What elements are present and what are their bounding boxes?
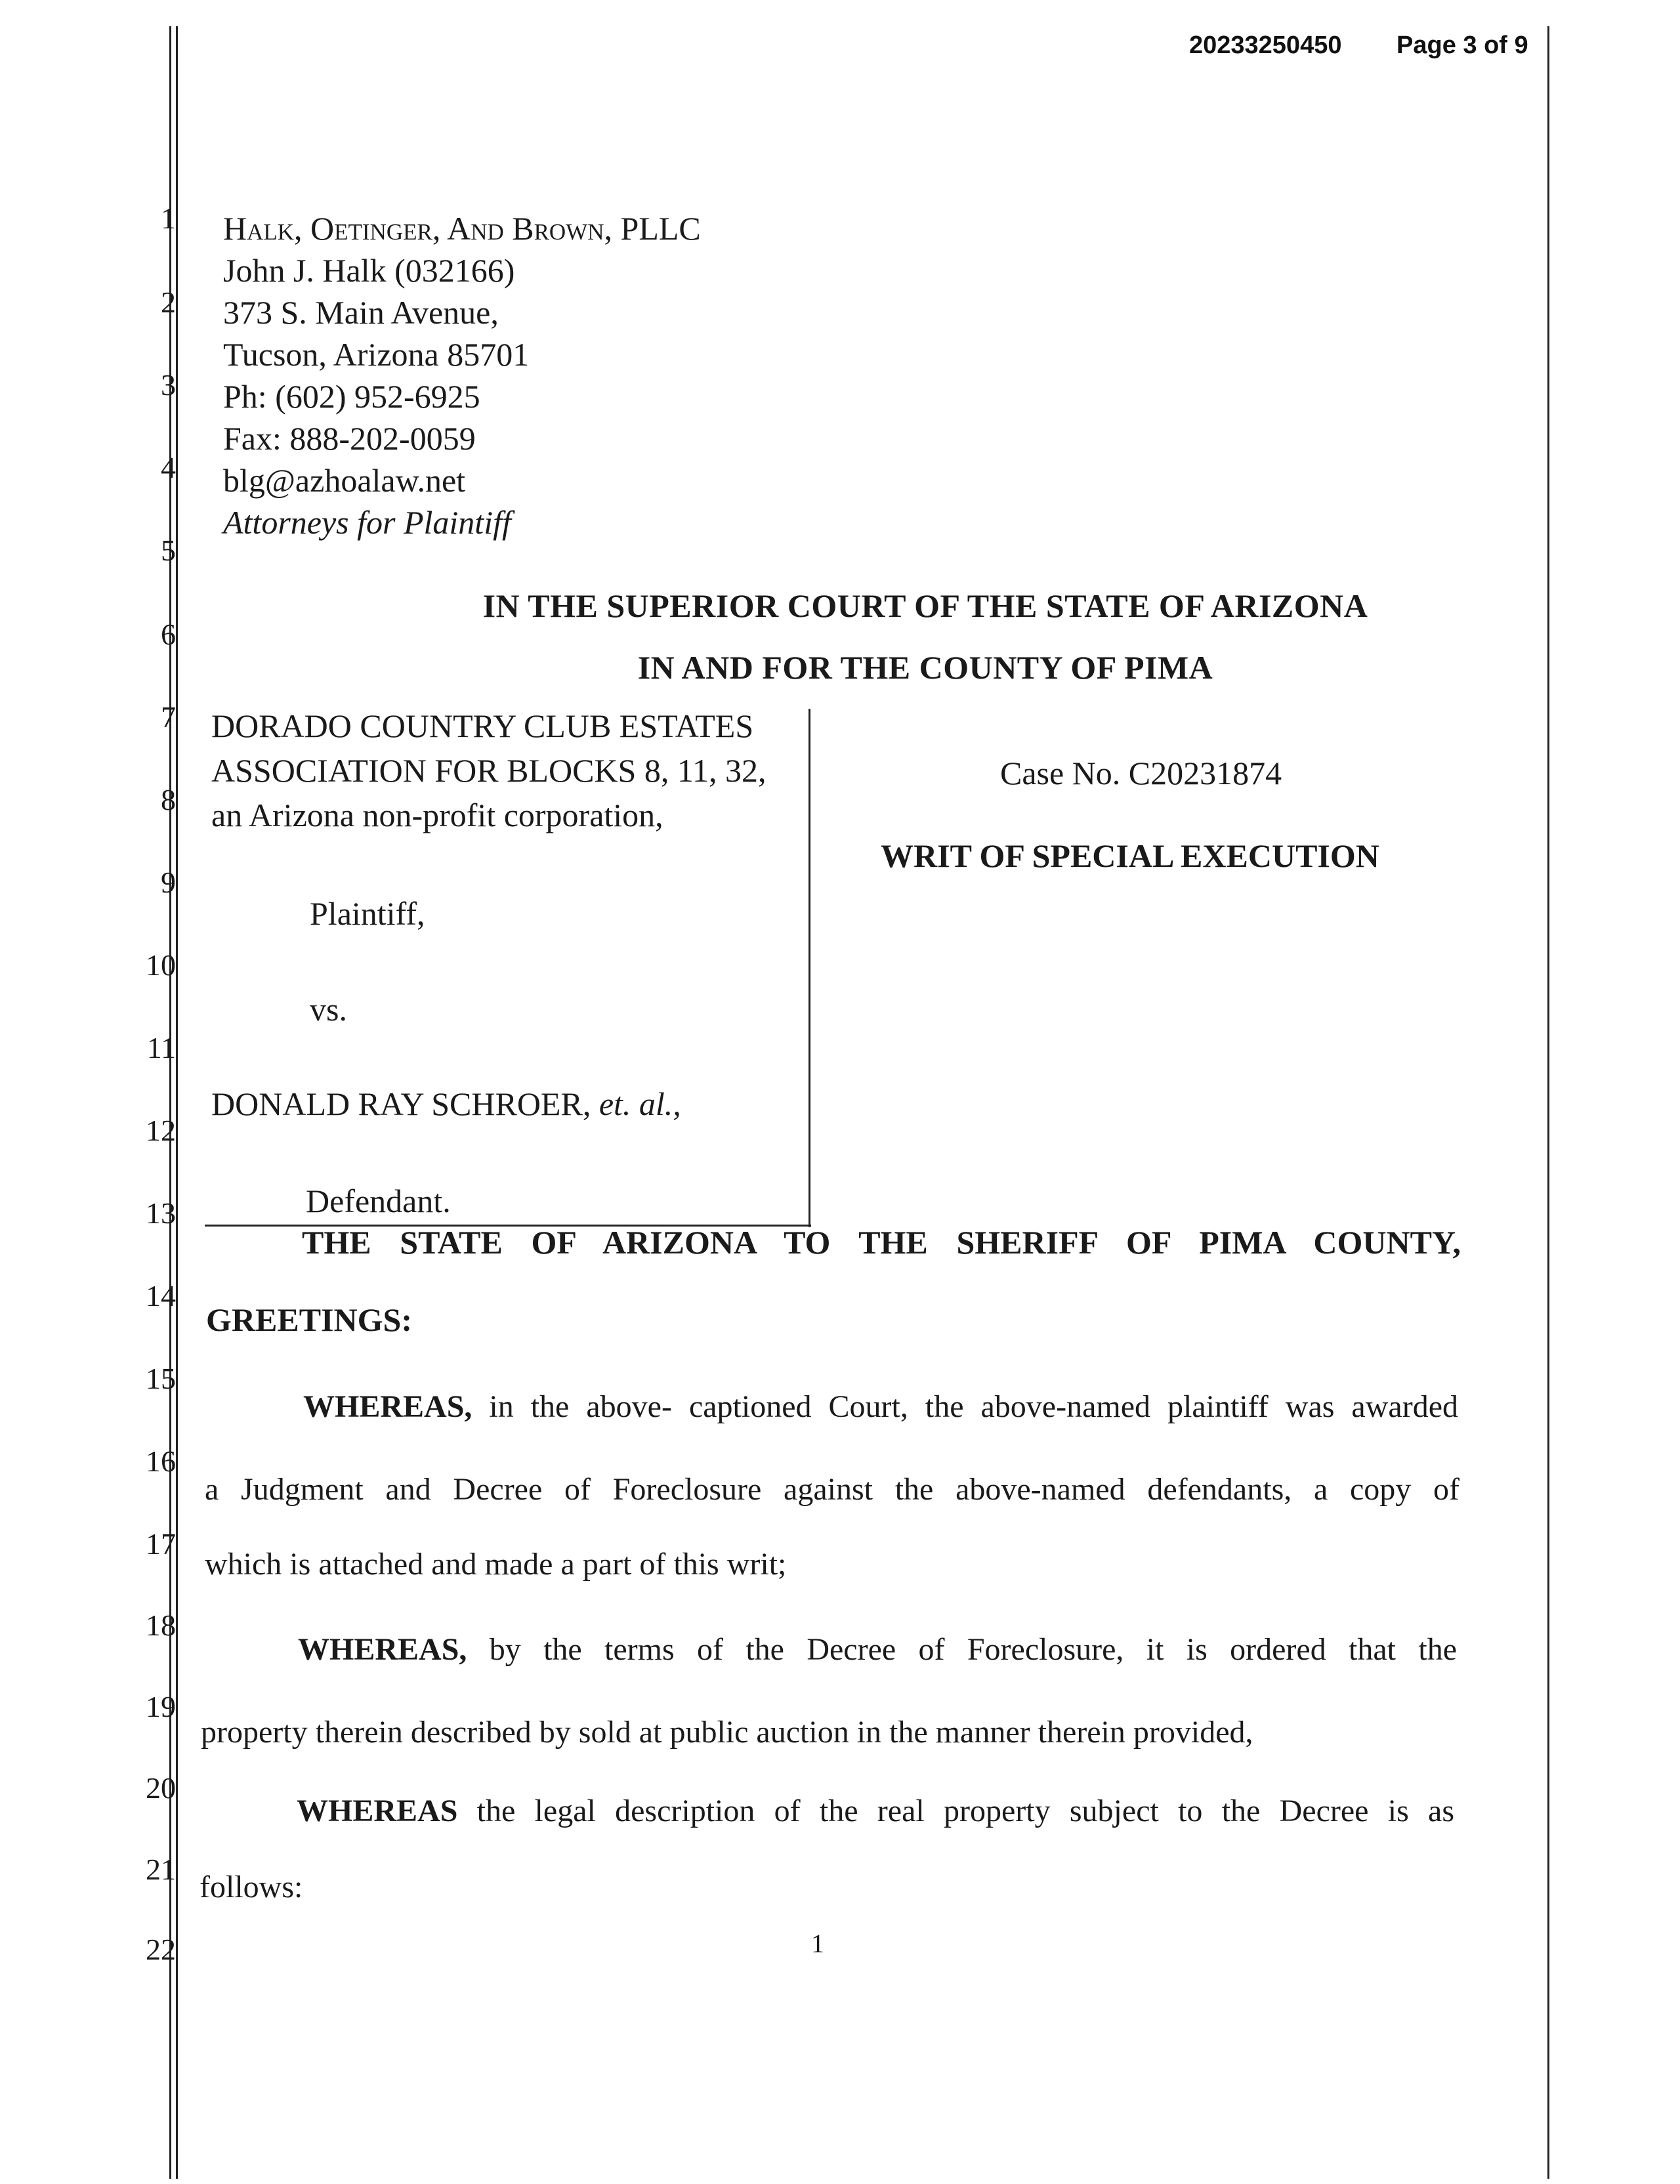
line-number: 7 <box>161 700 176 734</box>
line-number: 9 <box>161 866 176 899</box>
left-margin-rule-inner <box>176 26 178 2179</box>
paragraph-1-line3: which is attached and made a part of this writ; <box>205 1547 787 1582</box>
attorney-city: Tucson, Arizona 85701 <box>223 336 530 373</box>
paragraph-3-line2: follows: <box>200 1870 303 1904</box>
plaintiff-role: Plaintiff, <box>310 895 425 932</box>
line-number: 2 <box>161 285 176 319</box>
law-firm-name: Halk, Oetinger, And Brown, PLLC <box>223 210 701 247</box>
recording-number: 20233250450 <box>1189 32 1342 59</box>
line-number: 14 <box>146 1279 176 1312</box>
whereas-lead-2: WHEREAS, <box>298 1632 467 1667</box>
defendant-name-line <box>211 1082 681 1126</box>
line-number: 18 <box>146 1608 176 1642</box>
line-number: 16 <box>146 1444 176 1478</box>
line-number: 5 <box>161 534 176 567</box>
salutation-greetings: GREETINGS: <box>206 1301 412 1338</box>
plaintiff-name-line2: ASSOCIATION FOR BLOCKS 8, 11, 32, <box>211 752 766 789</box>
line-number: 4 <box>161 451 176 484</box>
attorney-role: Attorneys for Plaintiff <box>223 504 511 541</box>
line-number: 21 <box>146 1853 176 1886</box>
line-number: 8 <box>161 783 176 816</box>
paragraph-1-line2: a Judgment and Decree of Foreclosure against the above-named defendants, a copy of <box>205 1472 1460 1507</box>
line-number: 22 <box>146 1933 176 1966</box>
line-number: 11 <box>146 1031 176 1064</box>
versus-label: vs. <box>310 991 347 1028</box>
whereas-lead-3: WHEREAS <box>297 1794 458 1828</box>
plaintiff-name-line1: DORADO COUNTRY CLUB ESTATES <box>211 707 754 744</box>
case-number: Case No. C20231874 <box>1000 755 1282 791</box>
line-number: 17 <box>146 1527 176 1561</box>
caption-box-right-border <box>808 709 810 1227</box>
defendant-name: DONALD RAY SCHROER, <box>211 1085 591 1122</box>
whereas-lead-1: WHEREAS, <box>303 1389 472 1424</box>
paragraph-3-text1: the legal description of the real property subject to the Decree is as <box>457 1794 1454 1828</box>
paragraph-3-line1 <box>297 1793 1454 1829</box>
defendant-role: Defendant. <box>306 1183 451 1219</box>
paragraph-2-line1 <box>298 1631 1457 1668</box>
attorney-fax: Fax: 888-202-0059 <box>223 420 476 457</box>
attorney-street: 373 S. Main Avenue, <box>223 294 499 331</box>
plaintiff-description: an Arizona non-profit corporation, <box>211 797 663 833</box>
line-number: 20 <box>146 1771 176 1805</box>
court-name: IN THE SUPERIOR COURT OF THE STATE OF ARIZONA <box>482 587 1368 624</box>
line-number: 6 <box>161 618 176 651</box>
salutation-line1: THE STATE OF ARIZONA TO THE SHERIFF OF PIMA COUNTY, <box>302 1224 1461 1261</box>
paragraph-2-line2: property therein described by sold at public auction in the manner therein provided, <box>201 1715 1253 1750</box>
attorney-block <box>223 207 701 543</box>
plaintiff-name <box>211 704 766 837</box>
document-title: WRIT OF SPECIAL EXECUTION <box>881 837 1379 874</box>
line-number: 12 <box>146 1114 176 1147</box>
line-number: 3 <box>161 368 176 402</box>
right-margin-rule <box>1547 26 1549 2179</box>
attorney-name: John J. Halk (032166) <box>223 252 515 289</box>
page-number: 1 <box>811 1929 824 1958</box>
defendant-etal: et. al., <box>598 1085 681 1122</box>
line-number: 10 <box>146 948 176 982</box>
attorney-phone: Ph: (602) 952-6925 <box>223 378 480 415</box>
paragraph-1-line1 <box>303 1389 1458 1425</box>
line-number: 15 <box>146 1362 176 1395</box>
line-number: 1 <box>161 201 176 235</box>
paragraph-1-text1: in the above- captioned Court, the above-named plaintiff was awarded <box>472 1389 1458 1424</box>
page-indicator: Page 3 of 9 <box>1396 32 1528 59</box>
court-county: IN AND FOR THE COUNTY OF PIMA <box>637 649 1213 686</box>
line-number: 13 <box>146 1196 176 1230</box>
paragraph-2-text1: by the terms of the Decree of Foreclosure, it is ordered that the <box>467 1632 1457 1667</box>
attorney-email: blg@azhoalaw.net <box>223 462 466 499</box>
line-number: 19 <box>146 1690 176 1723</box>
